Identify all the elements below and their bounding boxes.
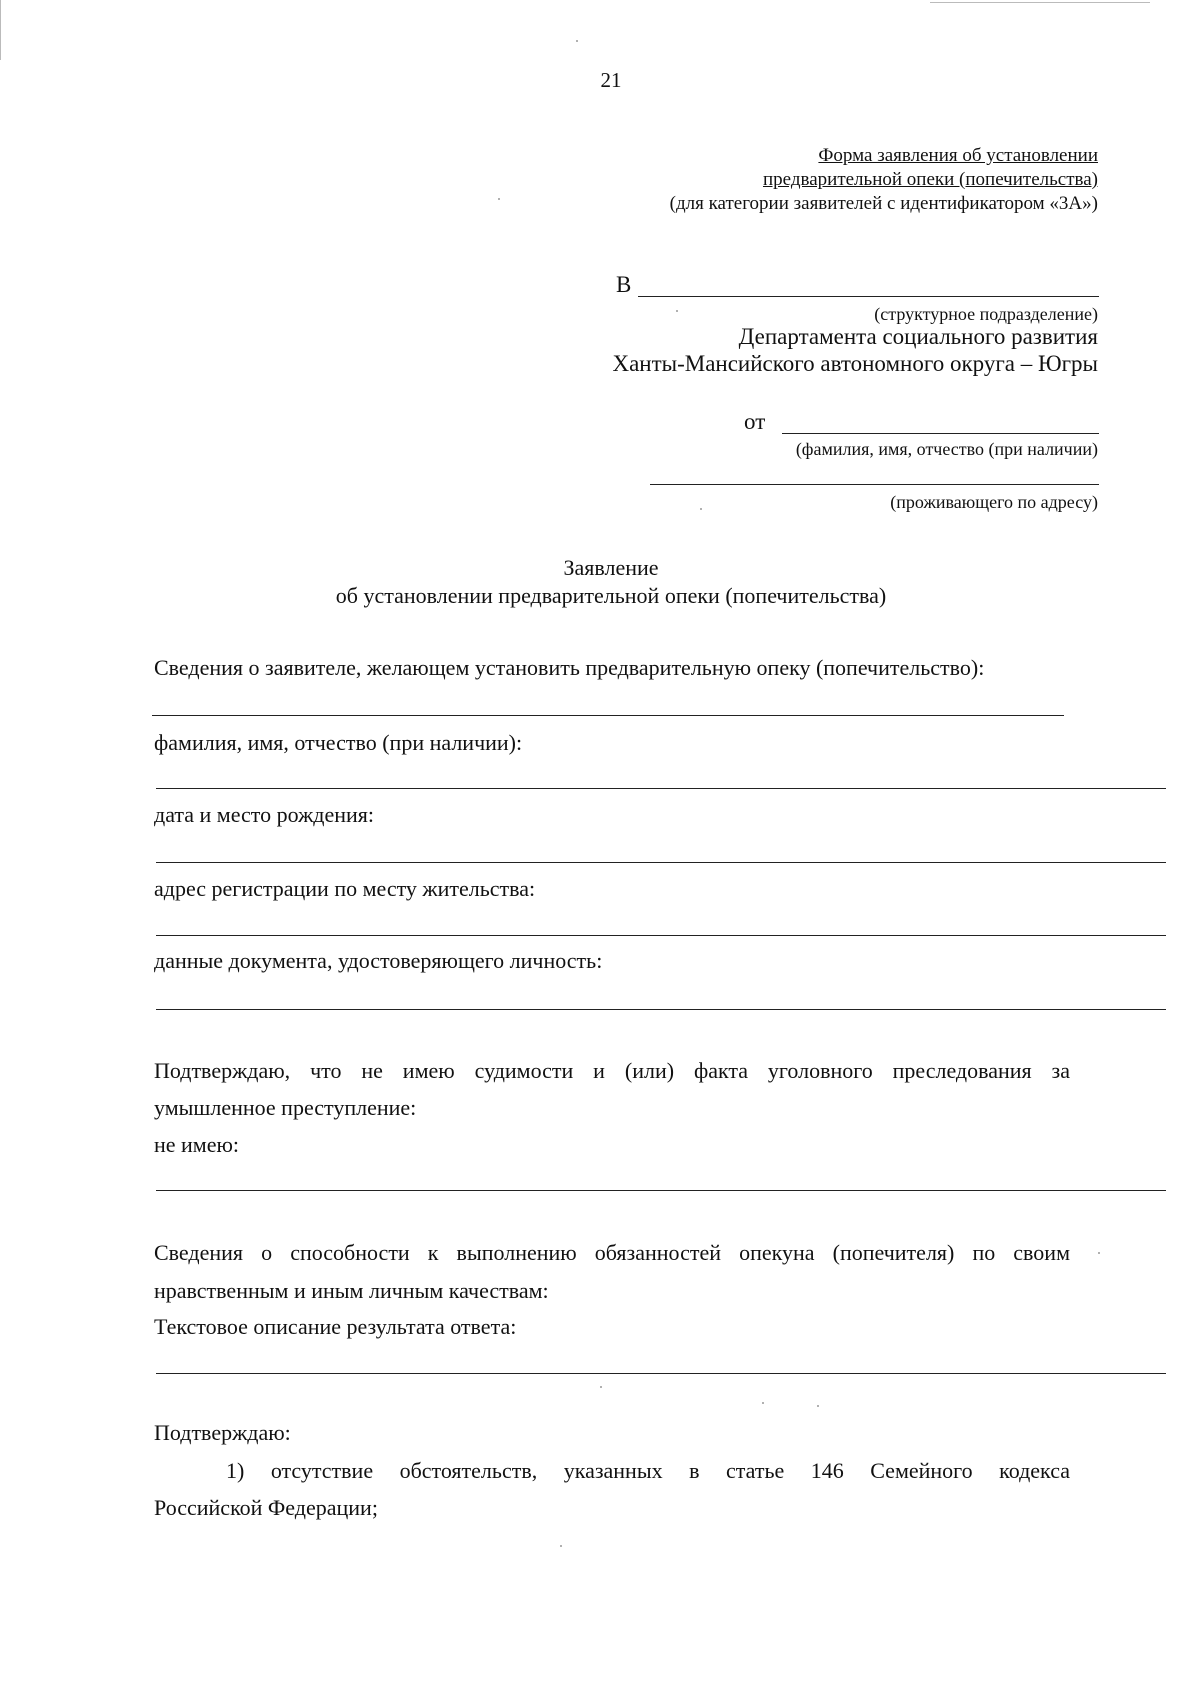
confirm-item1-line2: Российской Федерации; xyxy=(154,1495,378,1520)
to-prefix: В xyxy=(616,272,632,297)
department-line1: Департамента социального развития xyxy=(738,324,1098,349)
page-number: 21 xyxy=(600,68,622,92)
scan-edge-line xyxy=(930,2,1150,3)
field-full-name-label: фамилия, имя, отчество (при наличии): xyxy=(154,730,523,755)
address-caption: (проживающего по адресу) xyxy=(890,492,1098,512)
scan-speck xyxy=(576,40,578,42)
confirm-item1-line1: 1) отсутствие обстоятельств, указанных в статье 146 Семейного кодекса xyxy=(226,1458,1070,1483)
unit-caption: (структурное подразделение) xyxy=(874,304,1098,324)
criminal-record-line1: Подтверждаю, что не имею судимости и (или) факта уголовного преследования за xyxy=(154,1058,1070,1083)
form-caption-line2: предварительной опеки (попечительства) xyxy=(762,169,1098,190)
criminal-record-field-line[interactable] xyxy=(156,1190,1166,1191)
confirm-heading: Подтверждаю: xyxy=(154,1420,291,1445)
scan-speck xyxy=(676,310,678,312)
criminal-record-line2: умышленное преступление: xyxy=(154,1095,417,1120)
from-prefix: от xyxy=(744,409,766,434)
name-field-line[interactable] xyxy=(782,433,1099,434)
birth-field-line[interactable] xyxy=(156,862,1166,863)
document-subtitle: об установлении предварительной опеки (попечительства) xyxy=(335,583,887,608)
field-id-document-label: данные документа, удостоверяющего личность: xyxy=(154,948,603,973)
full-name-field-line[interactable] xyxy=(156,788,1166,789)
document-title: Заявление xyxy=(563,555,659,580)
scan-speck xyxy=(498,198,500,200)
department-line2: Ханты-Мансийского автономного округа – Югры xyxy=(612,351,1098,376)
name-caption: (фамилия, имя, отчество (при наличии) xyxy=(795,439,1098,459)
address-field-line[interactable] xyxy=(650,484,1099,485)
form-caption-line3: (для категории заявителей с идентификатором «3А») xyxy=(669,193,1098,214)
id-document-field-line[interactable] xyxy=(156,1009,1166,1010)
field-registration-label: адрес регистрации по месту жительства: xyxy=(154,876,536,901)
field-birth-label: дата и место рождения: xyxy=(154,802,375,827)
scan-speck xyxy=(560,1545,562,1547)
registration-field-line[interactable] xyxy=(156,935,1166,936)
scan-edge-left xyxy=(0,0,1,60)
ability-line3: Текстовое описание результата ответа: xyxy=(154,1314,517,1339)
form-caption-line1: Форма заявления об установлении xyxy=(818,145,1098,166)
scan-speck xyxy=(700,508,702,510)
scan-speck xyxy=(600,1386,602,1388)
scan-speck xyxy=(817,1405,819,1407)
ability-field-line[interactable] xyxy=(156,1373,1166,1374)
scan-speck xyxy=(762,1402,764,1404)
criminal-record-answer: не имею: xyxy=(154,1132,240,1157)
applicant-field-line[interactable] xyxy=(152,715,1064,716)
applicant-heading: Сведения о заявителе, желающем установить предварительную опеку (попечительство): xyxy=(154,655,985,680)
ability-line1: Сведения о способности к выполнению обязанностей опекуна (попечителя) по своим xyxy=(154,1240,1070,1265)
scan-speck xyxy=(1098,1252,1100,1254)
ability-line2: нравственным и иным личным качествам: xyxy=(154,1278,549,1303)
unit-field-line[interactable] xyxy=(638,296,1099,297)
